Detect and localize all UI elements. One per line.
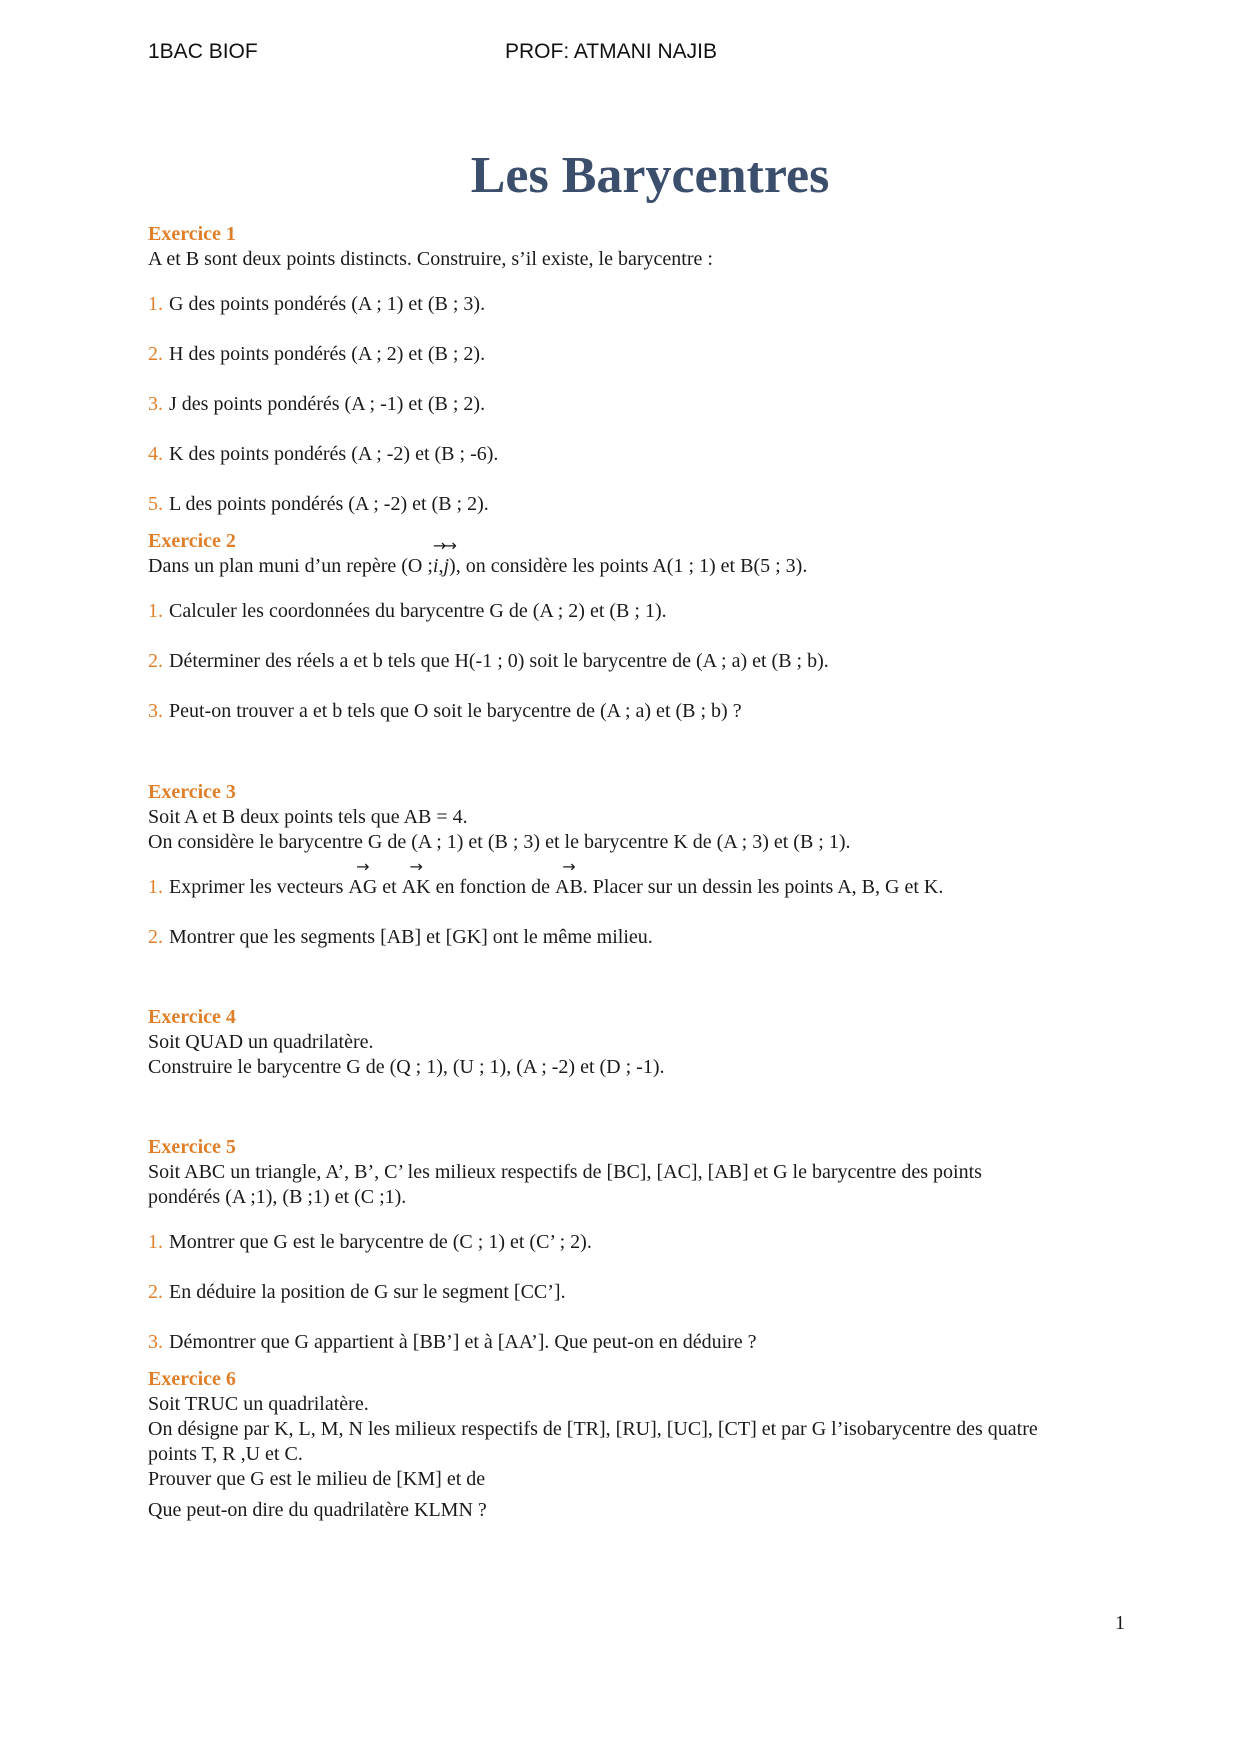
exercise-line: On considère le barycentre G de (A ; 1) et (B ; 3) et le barycentre K de (A ; 3) et (B ; 1).	[148, 831, 851, 853]
item-text: Exprimer les vecteurs	[169, 876, 349, 898]
list-item	[148, 492, 1138, 517]
item-number: 3.	[148, 700, 163, 722]
exercise-1	[148, 222, 1138, 517]
item-number: 2.	[148, 926, 163, 948]
item-text: L des points pondérés (A ; -2) et (B ; 2).	[169, 493, 489, 515]
item-number: 5.	[148, 493, 163, 515]
exercise-6	[148, 1367, 1138, 1523]
exercise-title: Exercice 5	[148, 1136, 236, 1158]
exercise-title: Exercice 4	[148, 1006, 236, 1028]
item-number: 1.	[148, 600, 163, 622]
exercise-line: Construire le barycentre G de (Q ; 1), (U ; 1), (A ; -2) et (D ; -1).	[148, 1056, 665, 1078]
header-teacher: PROF: ATMANI NAJIB	[505, 40, 717, 63]
list-item	[148, 392, 1138, 417]
item-text: H des points pondérés (A ; 2) et (B ; 2).	[169, 343, 486, 365]
exercise-title: Exercice 6	[148, 1368, 236, 1390]
item-text: . Placer sur un dessin les points A, B, G et K.	[582, 876, 944, 898]
item-text: K des points pondérés (A ; -2) et (B ; -6).	[169, 443, 499, 465]
list-item	[148, 1280, 1138, 1305]
item-text: En déduire la position de G sur le segment [CC’].	[169, 1281, 566, 1303]
exercise-intro: A et B sont deux points distincts. Construire, s’il existe, le barycentre :	[148, 248, 713, 270]
list-item	[148, 1230, 1138, 1255]
exercise-line: Soit ABC un triangle, A’, B’, C’ les milieux respectifs de [BC], [AC], [AB] et G le barycentre des points	[148, 1161, 982, 1183]
item-text: G des points pondérés (A ; 1) et (B ; 3).	[169, 293, 486, 315]
exercise-line: Soit QUAD un quadrilatère.	[148, 1031, 374, 1053]
item-text: Montrer que G est le barycentre de (C ; 1) et (C’ ; 2).	[169, 1231, 592, 1253]
list-item	[148, 599, 1138, 624]
list-item	[148, 342, 1138, 367]
item-text: en fonction de	[430, 876, 555, 898]
exercise-line: points T, R ,U et C.	[148, 1443, 303, 1465]
list-item	[148, 442, 1138, 467]
vector-i: → i	[433, 554, 439, 579]
item-text: Démontrer que G appartient à [BB’] et à [AA’]. Que peut-on en déduire ?	[169, 1331, 757, 1353]
list-item	[148, 925, 1138, 950]
item-number: 1.	[148, 293, 163, 315]
vector-j: → j	[443, 554, 449, 579]
page-header	[0, 40, 1240, 70]
vector-ak: → AK	[402, 875, 431, 900]
exercise-title: Exercice 3	[148, 781, 236, 803]
item-text: J des points pondérés (A ; -1) et (B ; 2).	[169, 393, 486, 415]
list-item	[148, 699, 1138, 724]
exercise-line: pondérés (A ;1), (B ;1) et (C ;1).	[148, 1186, 407, 1208]
exercise-3	[148, 780, 1138, 950]
page-number: 1	[1115, 1612, 1125, 1634]
exercise-line: On désigne par K, L, M, N les milieux respectifs de [TR], [RU], [UC], [CT] et par G l’isobarycentre des quatre	[148, 1418, 1038, 1440]
page-title: Les Barycentres	[470, 147, 830, 204]
header-class: 1BAC BIOF	[148, 40, 258, 63]
exercise-line: Que peut-on dire du quadrilatère KLMN ?	[148, 1499, 487, 1521]
list-item	[148, 1330, 1138, 1355]
exercise-2	[148, 529, 1138, 724]
document-body	[148, 222, 1138, 1523]
item-text: Montrer que les segments [AB] et [GK] ont le même milieu.	[169, 926, 653, 948]
item-text: et	[377, 876, 402, 898]
item-text: Peut-on trouver a et b tels que O soit le barycentre de (A ; a) et (B ; b) ?	[169, 700, 742, 722]
list-item	[148, 875, 1138, 900]
item-number: 2.	[148, 650, 163, 672]
exercise-4	[148, 1005, 1138, 1080]
vector-ab: → AB	[555, 875, 583, 900]
item-number: 1.	[148, 876, 163, 898]
intro-text: Dans un plan muni d’un repère (O ;	[148, 555, 433, 577]
exercise-5	[148, 1135, 1138, 1355]
item-number: 3.	[148, 1331, 163, 1353]
exercise-title: Exercice 2	[148, 530, 236, 552]
exercise-line: Soit A et B deux points tels que AB = 4.	[148, 806, 468, 828]
item-number: 2.	[148, 1281, 163, 1303]
item-number: 3.	[148, 393, 163, 415]
exercise-title: Exercice 1	[148, 223, 236, 245]
vector-ag: → AG	[348, 875, 377, 900]
list-item	[148, 649, 1138, 674]
exercise-line: Prouver que G est le milieu de [KM] et de	[148, 1468, 486, 1490]
separator: ,	[438, 555, 444, 577]
exercise-line: Soit TRUC un quadrilatère.	[148, 1393, 369, 1415]
item-text: Calculer les coordonnées du barycentre G de (A ; 2) et (B ; 1).	[169, 600, 667, 622]
item-number: 4.	[148, 443, 163, 465]
intro-text: ), on considère les points A(1 ; 1) et B(5 ; 3).	[449, 555, 808, 577]
exercise-intro	[148, 554, 1138, 579]
item-number: 1.	[148, 1231, 163, 1253]
item-text: Déterminer des réels a et b tels que H(-1 ; 0) soit le barycentre de (A ; a) et (B ; b).	[169, 650, 829, 672]
item-number: 2.	[148, 343, 163, 365]
list-item	[148, 292, 1138, 317]
